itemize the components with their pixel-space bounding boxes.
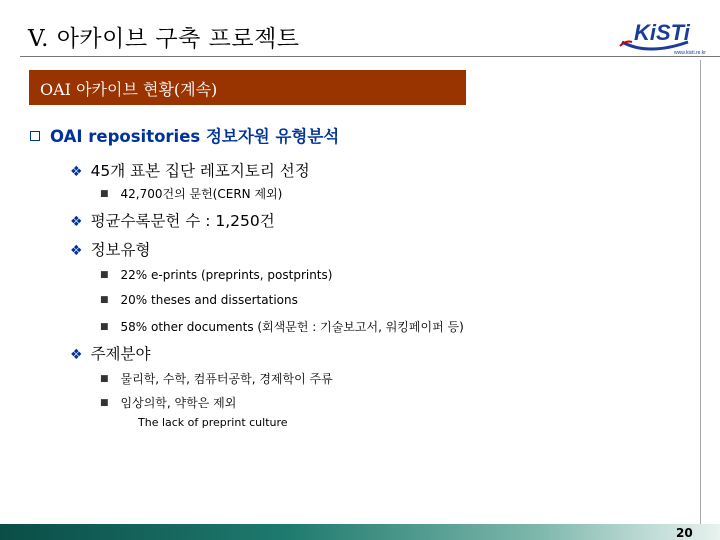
bullet-text: 임상의학, 약학은 제외 bbox=[120, 396, 237, 410]
square-bullet-icon: ■ bbox=[100, 270, 109, 280]
section-item-4 bbox=[70, 342, 150, 364]
bullet-text: 42,700건의 문헌(CERN 제외) bbox=[120, 187, 283, 201]
diamond-bullet-icon: ❖ bbox=[70, 243, 83, 259]
diamond-bullet-icon: ❖ bbox=[70, 214, 83, 230]
note-text: The lack of preprint culture bbox=[138, 416, 288, 429]
square-bullet-icon: ■ bbox=[100, 398, 109, 408]
heading-item bbox=[30, 123, 339, 147]
section-item-2 bbox=[70, 209, 275, 231]
square-bullet-icon: ■ bbox=[100, 322, 109, 332]
bullet-item bbox=[100, 394, 236, 411]
bullet-text: 22% e-prints (preprints, postprints) bbox=[120, 268, 333, 282]
kisti-logo bbox=[618, 12, 714, 58]
logo-text: KiSTi bbox=[634, 20, 690, 45]
section-item-1 bbox=[70, 159, 310, 181]
section-label: 정보유형 bbox=[90, 241, 151, 259]
bullet-item bbox=[100, 370, 333, 387]
square-bullet-icon: ■ bbox=[100, 189, 109, 199]
bullet-text: 20% theses and dissertations bbox=[120, 293, 298, 307]
diamond-bullet-icon: ❖ bbox=[70, 347, 83, 363]
checkbox-bullet-icon bbox=[30, 131, 40, 141]
section-label: 평균수록문헌 수 : 1,250건 bbox=[90, 212, 275, 230]
diamond-bullet-icon: ❖ bbox=[70, 164, 83, 180]
logo-url: www.kisti.re.kr bbox=[674, 50, 706, 56]
section-item-3 bbox=[70, 238, 150, 260]
square-bullet-icon: ■ bbox=[100, 295, 109, 305]
page-number: 20 bbox=[676, 526, 693, 540]
subtitle-text: OAI 아카이브 현황(계속) bbox=[40, 80, 218, 99]
bullet-item bbox=[100, 293, 298, 307]
right-rule bbox=[700, 60, 701, 528]
subtitle-bar bbox=[29, 70, 466, 105]
bullet-item bbox=[100, 318, 464, 335]
square-bullet-icon: ■ bbox=[100, 374, 109, 384]
section-label: 주제분야 bbox=[90, 345, 151, 363]
bullet-item bbox=[100, 185, 282, 202]
bullet-item bbox=[100, 268, 332, 282]
section-label: 45개 표본 집단 레포지토리 선정 bbox=[90, 162, 310, 180]
bullet-text: 물리학, 수학, 컴퓨터공학, 경제학이 주류 bbox=[120, 372, 333, 386]
slide-title: V. 아카이브 구축 프로젝트 bbox=[28, 26, 300, 52]
heading-text: OAI repositories 정보자원 유형분석 bbox=[50, 127, 340, 146]
title-rule bbox=[20, 56, 720, 57]
bullet-text: 58% other documents (회색문헌 : 기술보고서, 워킹페이퍼 등) bbox=[120, 320, 464, 334]
footer-bar bbox=[0, 524, 720, 540]
